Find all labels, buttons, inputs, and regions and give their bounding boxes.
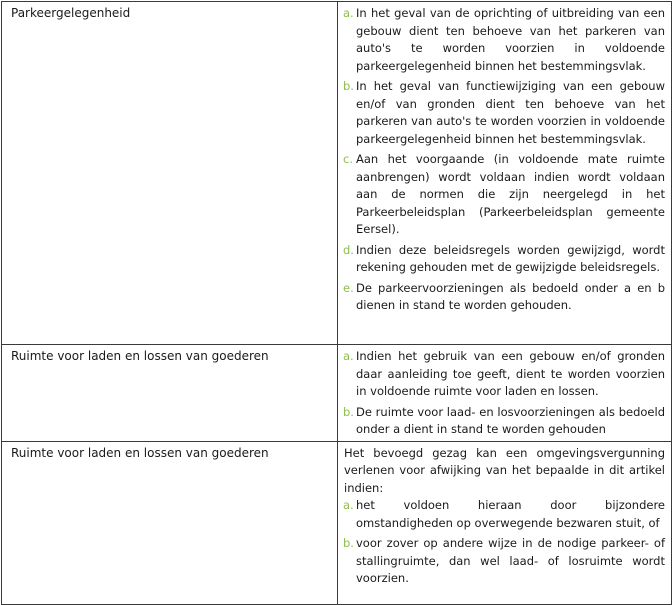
table-row [2,441,672,604]
clause-list [338,442,671,590]
item-letter: a. [343,498,354,512]
regulations-table [1,1,672,605]
item-text: In het geval van functiewijziging van een gebouw en/of van gronden dient ten behoeve van het parkeren van auto's te worden voorzien in voldoende parkeergelegenheid binnen het bestemmingsvlak. [356,79,665,146]
list-item [343,280,665,315]
list-item [343,404,665,439]
table-row [2,2,672,345]
item-text: voor zover op andere wijze in de nodige parkeer- of stallingruimte, dan wel laad- of losruimte wordt voorzien. [356,536,665,585]
item-letter: c. [343,152,353,166]
list-item [343,535,665,588]
row-label-cell [2,345,338,442]
item-letter: b. [343,79,354,93]
item-text: Aan het voorgaande (in voldoende mate ruimte aanbrengen) wordt voldaan indien wordt voldaan aan de normen die zijn neergelegd in het Parkeerbeleidsplan (Parkeerbeleidsplan gemeente Eersel). [356,152,665,236]
item-letter: a. [343,349,354,363]
list-item [343,5,665,75]
list-item [343,151,665,239]
row-label: Parkeergelegenheid [11,6,131,20]
list-item [343,497,665,532]
item-text: De parkeervoorzieningen als bedoeld onder a en b dienen in stand te worden gehouden. [356,280,665,312]
clause-list [338,2,671,317]
intro-text: Het bevoegd gezag kan een omgevingsvergunning verlenen voor afwijking van het bepaalde in dit artikel indien: [344,445,665,495]
item-letter: a. [343,6,354,20]
row-label-cell [2,441,338,604]
row-label: Ruimte voor laden en lossen van goederen [11,349,269,363]
row-content-cell [338,441,672,604]
item-text: Indien deze beleidsregels worden gewijzigd, wordt rekening gehouden met de gewijzigde beleidsregels. [356,242,665,274]
row-label: Ruimte voor laden en lossen van goederen [11,445,269,460]
item-letter: b. [343,404,354,419]
clause-list [338,345,671,441]
row-content-cell [338,2,672,345]
list-item [343,242,665,277]
row-content-cell [338,345,672,442]
item-letter: d. [343,242,354,257]
list-item [343,348,665,401]
list-item [343,78,665,148]
item-text: De ruimte voor laad- en losvoorzieningen als bedoeld onder a dient in stand te worden gehouden [356,404,665,436]
table-row [2,345,672,442]
item-letter: b. [343,536,354,550]
item-letter: e. [343,280,354,295]
item-text: Indien het gebruik van een gebouw en/of gronden daar aanleiding toe geeft, dient te worden voorzien in voldoende ruimte voor laden en lossen. [356,349,665,398]
item-text: In het geval van de oprichting of uitbreiding van een gebouw dient ten behoeve van het parkeren van auto's te worden voorzien in voldoende parkeergelegenheid binnen het bestemmingsvlak. [356,6,665,73]
item-text: het voldoen hieraan door bijzondere omstandigheden op overwegende bezwaren stuit, of [356,498,665,530]
row-label-cell [2,2,338,345]
